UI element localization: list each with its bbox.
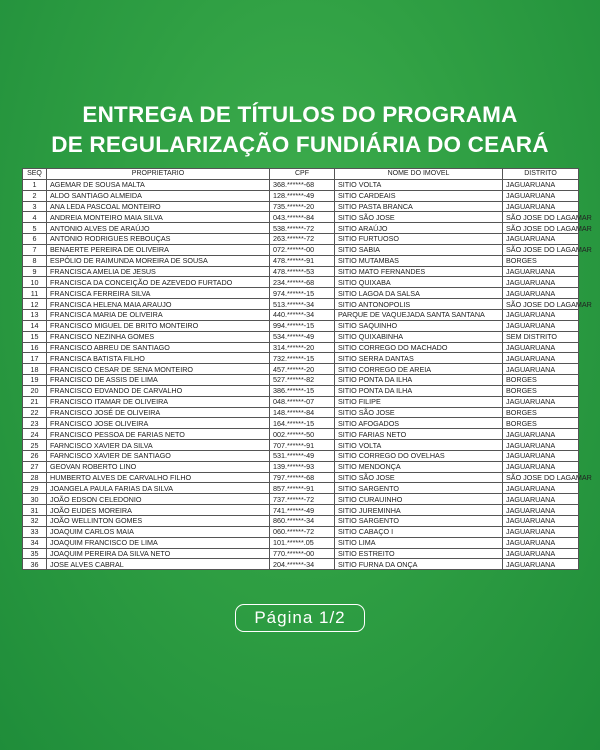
- table-row: [23, 505, 579, 516]
- table-row: [23, 385, 579, 396]
- cell-cpf: 857.******-91: [270, 483, 335, 494]
- cell-distrito: JAGUARUANA: [503, 396, 579, 407]
- cell-seq: 17: [23, 353, 47, 364]
- cell-seq: 21: [23, 396, 47, 407]
- cell-cpf: 101.******.05: [270, 537, 335, 548]
- cell-seq: 19: [23, 375, 47, 386]
- cell-imovel: SITIO CORREGO DO OVELHAS: [335, 450, 503, 461]
- cell-seq: 6: [23, 234, 47, 245]
- table-row: [23, 234, 579, 245]
- table-row: [23, 429, 579, 440]
- cell-proprietario: FRANCISCA HELENA MAIA ARAUJO: [47, 299, 270, 310]
- cell-distrito: JAGUARUANA: [503, 288, 579, 299]
- cell-proprietario: JOÃO WELLINTON GOMES: [47, 516, 270, 527]
- cell-distrito: JAGUARUANA: [503, 559, 579, 570]
- table-header-row: [23, 169, 579, 180]
- cell-imovel: SITIO CABAÇO I: [335, 526, 503, 537]
- cell-imovel: SITIO VOLTA: [335, 179, 503, 190]
- cell-distrito: JAGUARUANA: [503, 201, 579, 212]
- cell-imovel: SITIO JUREMINHA: [335, 505, 503, 516]
- cell-seq: 22: [23, 407, 47, 418]
- cell-seq: 10: [23, 277, 47, 288]
- cell-cpf: 060.******-72: [270, 526, 335, 537]
- cell-cpf: 994.******-15: [270, 320, 335, 331]
- cell-proprietario: FRANCISCO CESAR DE SENA MONTEIRO: [47, 364, 270, 375]
- table-row: [23, 396, 579, 407]
- table-row: [23, 472, 579, 483]
- cell-proprietario: ESPÓLIO DE RAIMUNDA MOREIRA DE SOUSA: [47, 255, 270, 266]
- cell-cpf: 139.******-93: [270, 461, 335, 472]
- cell-imovel: SITIO MENDONÇA: [335, 461, 503, 472]
- cell-distrito: JAGUARUANA: [503, 429, 579, 440]
- cell-imovel: SITIO ESTREITO: [335, 548, 503, 559]
- column-header-imovel: NOME DO IMOVEL: [335, 169, 503, 180]
- table-row: [23, 548, 579, 559]
- cell-proprietario: FARNCISCO XAVIER DE SANTIAGO: [47, 450, 270, 461]
- cell-proprietario: FRANCISCA DA CONCEIÇÃO DE AZEVEDO FURTADO: [47, 277, 270, 288]
- cell-seq: 34: [23, 537, 47, 548]
- table-row: [23, 255, 579, 266]
- cell-distrito: JAGUARUANA: [503, 364, 579, 375]
- cell-cpf: 128.******-49: [270, 190, 335, 201]
- table-row: [23, 320, 579, 331]
- cell-proprietario: FRANCISCO NEZINHA GOMES: [47, 331, 270, 342]
- table-row: [23, 407, 579, 418]
- cell-seq: 2: [23, 190, 47, 201]
- cell-imovel: SITIO MATO FERNANDES: [335, 266, 503, 277]
- cell-distrito: JAGUARUANA: [503, 548, 579, 559]
- cell-imovel: PARQUE DE VAQUEJADA SANTA SANTANA: [335, 309, 503, 320]
- table-row: [23, 494, 579, 505]
- cell-seq: 3: [23, 201, 47, 212]
- cell-distrito: JAGUARUANA: [503, 461, 579, 472]
- cell-seq: 36: [23, 559, 47, 570]
- cell-imovel: SITIO QUIXABA: [335, 277, 503, 288]
- cell-distrito: SEM DISTRITO: [503, 331, 579, 342]
- cell-distrito: JAGUARUANA: [503, 277, 579, 288]
- table-row: [23, 440, 579, 451]
- cell-seq: 35: [23, 548, 47, 559]
- cell-proprietario: FRANCISCA MARIA DE OLIVEIRA: [47, 309, 270, 320]
- cell-imovel: SITIO SÃO JOSE: [335, 472, 503, 483]
- cell-proprietario: FRANCISCA AMELIA DE JESUS: [47, 266, 270, 277]
- table-row: [23, 212, 579, 223]
- cell-proprietario: AGEMAR DE SOUSA MALTA: [47, 179, 270, 190]
- column-header-proprietario: PROPRIETARIO: [47, 169, 270, 180]
- table-row: [23, 342, 579, 353]
- cell-cpf: 797.******-68: [270, 472, 335, 483]
- cell-imovel: SITIO SARGENTO: [335, 483, 503, 494]
- cell-imovel: SITIO SÃO JOSE: [335, 407, 503, 418]
- cell-imovel: SITIO SÃO JOSE: [335, 212, 503, 223]
- cell-proprietario: JOAQUIM FRANCISCO DE LIMA: [47, 537, 270, 548]
- cell-proprietario: ALDO SANTIAGO ALMEIDA: [47, 190, 270, 201]
- cell-cpf: 737.******-72: [270, 494, 335, 505]
- cell-proprietario: FRANCISCO ITAMAR DE OLIVEIRA: [47, 396, 270, 407]
- cell-imovel: SITIO ANTONOPOLIS: [335, 299, 503, 310]
- cell-seq: 13: [23, 309, 47, 320]
- cell-imovel: SITIO LAGOA DA SALSA: [335, 288, 503, 299]
- cell-cpf: 043.******-84: [270, 212, 335, 223]
- cell-proprietario: FARNCISCO XAVIER DA SILVA: [47, 440, 270, 451]
- table-row: [23, 418, 579, 429]
- cell-seq: 30: [23, 494, 47, 505]
- cell-cpf: 048.******-07: [270, 396, 335, 407]
- cell-seq: 18: [23, 364, 47, 375]
- cell-imovel: SITIO PONTA DA ILHA: [335, 375, 503, 386]
- cell-seq: 20: [23, 385, 47, 396]
- cell-cpf: 531.******-49: [270, 450, 335, 461]
- cell-seq: 12: [23, 299, 47, 310]
- cell-imovel: SITIO FILIPE: [335, 396, 503, 407]
- cell-proprietario: JOÃO EDSON CELEDONIO: [47, 494, 270, 505]
- cell-imovel: SITIO PONTA DA ILHA: [335, 385, 503, 396]
- cell-imovel: SITIO SERRA DANTAS: [335, 353, 503, 364]
- cell-imovel: SITIO AFOGADOS: [335, 418, 503, 429]
- titles-table-container: [22, 168, 592, 570]
- cell-cpf: 527.******-82: [270, 375, 335, 386]
- cell-distrito: BORGES: [503, 385, 579, 396]
- cell-seq: 28: [23, 472, 47, 483]
- cell-cpf: 440.******-34: [270, 309, 335, 320]
- table-row: [23, 516, 579, 527]
- cell-imovel: SITIO VOLTA: [335, 440, 503, 451]
- cell-proprietario: ANDREIA MONTEIRO MAIA SILVA: [47, 212, 270, 223]
- cell-seq: 5: [23, 223, 47, 234]
- cell-imovel: SITIO QUIXABINHA: [335, 331, 503, 342]
- cell-distrito: JAGUARUANA: [503, 440, 579, 451]
- cell-proprietario: FRANCISCA BATISTA FILHO: [47, 353, 270, 364]
- cell-seq: 4: [23, 212, 47, 223]
- column-header-cpf: CPF: [270, 169, 335, 180]
- cell-distrito: JAGUARUANA: [503, 342, 579, 353]
- cell-distrito: JAGUARUANA: [503, 526, 579, 537]
- cell-cpf: 732.******-15: [270, 353, 335, 364]
- cell-cpf: 204.******-34: [270, 559, 335, 570]
- cell-seq: 25: [23, 440, 47, 451]
- cell-proprietario: GEOVAN ROBERTO LINO: [47, 461, 270, 472]
- cell-cpf: 538.******-72: [270, 223, 335, 234]
- cell-proprietario: FRANCISCA FERREIRA SILVA: [47, 288, 270, 299]
- cell-imovel: SITIO CORREGO DO MACHADO: [335, 342, 503, 353]
- cell-proprietario: FRANCISCO EDVANDO DE CARVALHO: [47, 385, 270, 396]
- cell-proprietario: FRANCISCO MIGUEL DE BRITO MONTEIRO: [47, 320, 270, 331]
- cell-cpf: 386.******-15: [270, 385, 335, 396]
- cell-cpf: 735.******-20: [270, 201, 335, 212]
- cell-imovel: SITIO LIMA: [335, 537, 503, 548]
- cell-cpf: 234.******-68: [270, 277, 335, 288]
- cell-proprietario: FRANCISCO PESSOA DE FARIAS NETO: [47, 429, 270, 440]
- cell-cpf: 860.******-34: [270, 516, 335, 527]
- table-row: [23, 244, 579, 255]
- cell-seq: 11: [23, 288, 47, 299]
- cell-imovel: SITIO SAQUINHO: [335, 320, 503, 331]
- cell-cpf: 770.******-00: [270, 548, 335, 559]
- cell-distrito: JAGUARUANA: [503, 537, 579, 548]
- cell-distrito: JAGUARUANA: [503, 353, 579, 364]
- table-row: [23, 461, 579, 472]
- table-row: [23, 277, 579, 288]
- cell-distrito: BORGES: [503, 255, 579, 266]
- cell-seq: 27: [23, 461, 47, 472]
- table-row: [23, 288, 579, 299]
- cell-seq: 8: [23, 255, 47, 266]
- cell-distrito: JAGUARUANA: [503, 179, 579, 190]
- cell-distrito: JAGUARUANA: [503, 505, 579, 516]
- cell-distrito: BORGES: [503, 407, 579, 418]
- cell-seq: 33: [23, 526, 47, 537]
- cell-seq: 14: [23, 320, 47, 331]
- cell-seq: 24: [23, 429, 47, 440]
- cell-proprietario: JOSE ALVES CABRAL: [47, 559, 270, 570]
- table-row: [23, 179, 579, 190]
- table-row: [23, 223, 579, 234]
- cell-cpf: 513.******-34: [270, 299, 335, 310]
- cell-imovel: SITIO CORREGO DE AREIA: [335, 364, 503, 375]
- cell-distrito: SÃO JOSE DO LAGAMAR: [503, 472, 579, 483]
- cell-imovel: SITIO ARAÚJO: [335, 223, 503, 234]
- cell-imovel: SITIO CARDEAIS: [335, 190, 503, 201]
- cell-proprietario: FRANCISCO DE ASSIS DE LIMA: [47, 375, 270, 386]
- cell-distrito: JAGUARUANA: [503, 516, 579, 527]
- cell-seq: 26: [23, 450, 47, 461]
- table-row: [23, 526, 579, 537]
- cell-seq: 15: [23, 331, 47, 342]
- cell-proprietario: FRANCISCO JOSE OLIVEIRA: [47, 418, 270, 429]
- cell-seq: 7: [23, 244, 47, 255]
- cell-distrito: SÃO JOSE DO LAGAMAR: [503, 212, 579, 223]
- cell-cpf: 478.******-53: [270, 266, 335, 277]
- cell-seq: 1: [23, 179, 47, 190]
- cell-seq: 32: [23, 516, 47, 527]
- page-title: [0, 100, 600, 160]
- title-line-1: ENTREGA DE TÍTULOS DO PROGRAMA: [82, 102, 518, 127]
- table-body: [23, 179, 592, 569]
- table-row: [23, 559, 579, 570]
- cell-proprietario: FRANCISCO ABREU DE SANTIAGO: [47, 342, 270, 353]
- cell-proprietario: JOÃO EUDES MOREIRA: [47, 505, 270, 516]
- cell-imovel: SITIO FARIAS NETO: [335, 429, 503, 440]
- cell-seq: 29: [23, 483, 47, 494]
- cell-distrito: JAGUARUANA: [503, 450, 579, 461]
- table-row: [23, 353, 579, 364]
- cell-seq: 16: [23, 342, 47, 353]
- table-row: [23, 375, 579, 386]
- table-row: [23, 201, 579, 212]
- cell-cpf: 974.******-15: [270, 288, 335, 299]
- cell-distrito: JAGUARUANA: [503, 234, 579, 245]
- cell-proprietario: FRANCISCO JOSÉ DE OLIVEIRA: [47, 407, 270, 418]
- table-row: [23, 299, 579, 310]
- table-row: [23, 450, 579, 461]
- cell-distrito: JAGUARUANA: [503, 190, 579, 201]
- cell-proprietario: JOAQUIM PEREIRA DA SILVA NETO: [47, 548, 270, 559]
- cell-distrito: JAGUARUANA: [503, 494, 579, 505]
- cell-proprietario: JOAQUIM CARLOS MAIA: [47, 526, 270, 537]
- cell-imovel: SITIO SABIA: [335, 244, 503, 255]
- cell-distrito: JAGUARUANA: [503, 483, 579, 494]
- cell-distrito: SÃO JOSE DO LAGAMAR: [503, 223, 579, 234]
- table-row: [23, 309, 579, 320]
- cell-distrito: BORGES: [503, 375, 579, 386]
- cell-cpf: 707.******-91: [270, 440, 335, 451]
- cell-cpf: 534.******-49: [270, 331, 335, 342]
- page-indicator: Página 1/2: [235, 604, 365, 632]
- cell-cpf: 741.******-49: [270, 505, 335, 516]
- cell-seq: 23: [23, 418, 47, 429]
- column-header-distrito: DISTRITO: [503, 169, 579, 180]
- cell-proprietario: HUMBERTO ALVES DE CARVALHO FILHO: [47, 472, 270, 483]
- table-row: [23, 364, 579, 375]
- cell-imovel: SITIO SARGENTO: [335, 516, 503, 527]
- cell-seq: 31: [23, 505, 47, 516]
- cell-imovel: SITIO FURNA DA ONÇA: [335, 559, 503, 570]
- cell-proprietario: BENAERTE PEREIRA DE OLIVEIRA: [47, 244, 270, 255]
- cell-cpf: 072.******-00: [270, 244, 335, 255]
- cell-distrito: JAGUARUANA: [503, 266, 579, 277]
- table-row: [23, 190, 579, 201]
- cell-imovel: SITIO CURAUINHO: [335, 494, 503, 505]
- cell-distrito: BORGES: [503, 418, 579, 429]
- cell-proprietario: ANTONIO ALVES DE ARAÚJO: [47, 223, 270, 234]
- cell-cpf: 478.******-91: [270, 255, 335, 266]
- table-row: [23, 266, 579, 277]
- column-header-seq: SEQ: [23, 169, 47, 180]
- cell-imovel: SITIO MUTAMBAS: [335, 255, 503, 266]
- cell-cpf: 457.******-20: [270, 364, 335, 375]
- cell-distrito: SÃO JOSE DO LAGAMAR: [503, 244, 579, 255]
- title-line-2: DE REGULARIZAÇÃO FUNDIÁRIA DO CEARÁ: [51, 132, 549, 157]
- cell-cpf: 314.******-20: [270, 342, 335, 353]
- titles-table: [22, 168, 592, 570]
- cell-distrito: JAGUARUANA: [503, 309, 579, 320]
- cell-distrito: SÃO JOSE DO LAGAMAR: [503, 299, 579, 310]
- cell-proprietario: ANTONIO RODRIGUES REBOUÇAS: [47, 234, 270, 245]
- cell-imovel: SITIO PASTA BRANCA: [335, 201, 503, 212]
- cell-cpf: 164.******-15: [270, 418, 335, 429]
- cell-cpf: 002.******-50: [270, 429, 335, 440]
- cell-seq: 9: [23, 266, 47, 277]
- table-row: [23, 331, 579, 342]
- table-row: [23, 537, 579, 548]
- cell-cpf: 368.******-68: [270, 179, 335, 190]
- cell-distrito: JAGUARUANA: [503, 320, 579, 331]
- table-row: [23, 483, 579, 494]
- cell-proprietario: JOANGELA PAULA FARIAS DA SILVA: [47, 483, 270, 494]
- cell-proprietario: ANA LEDA PASCOAL MONTEIRO: [47, 201, 270, 212]
- cell-cpf: 263.******-72: [270, 234, 335, 245]
- cell-cpf: 148.******-84: [270, 407, 335, 418]
- cell-imovel: SITIO FURTUOSO: [335, 234, 503, 245]
